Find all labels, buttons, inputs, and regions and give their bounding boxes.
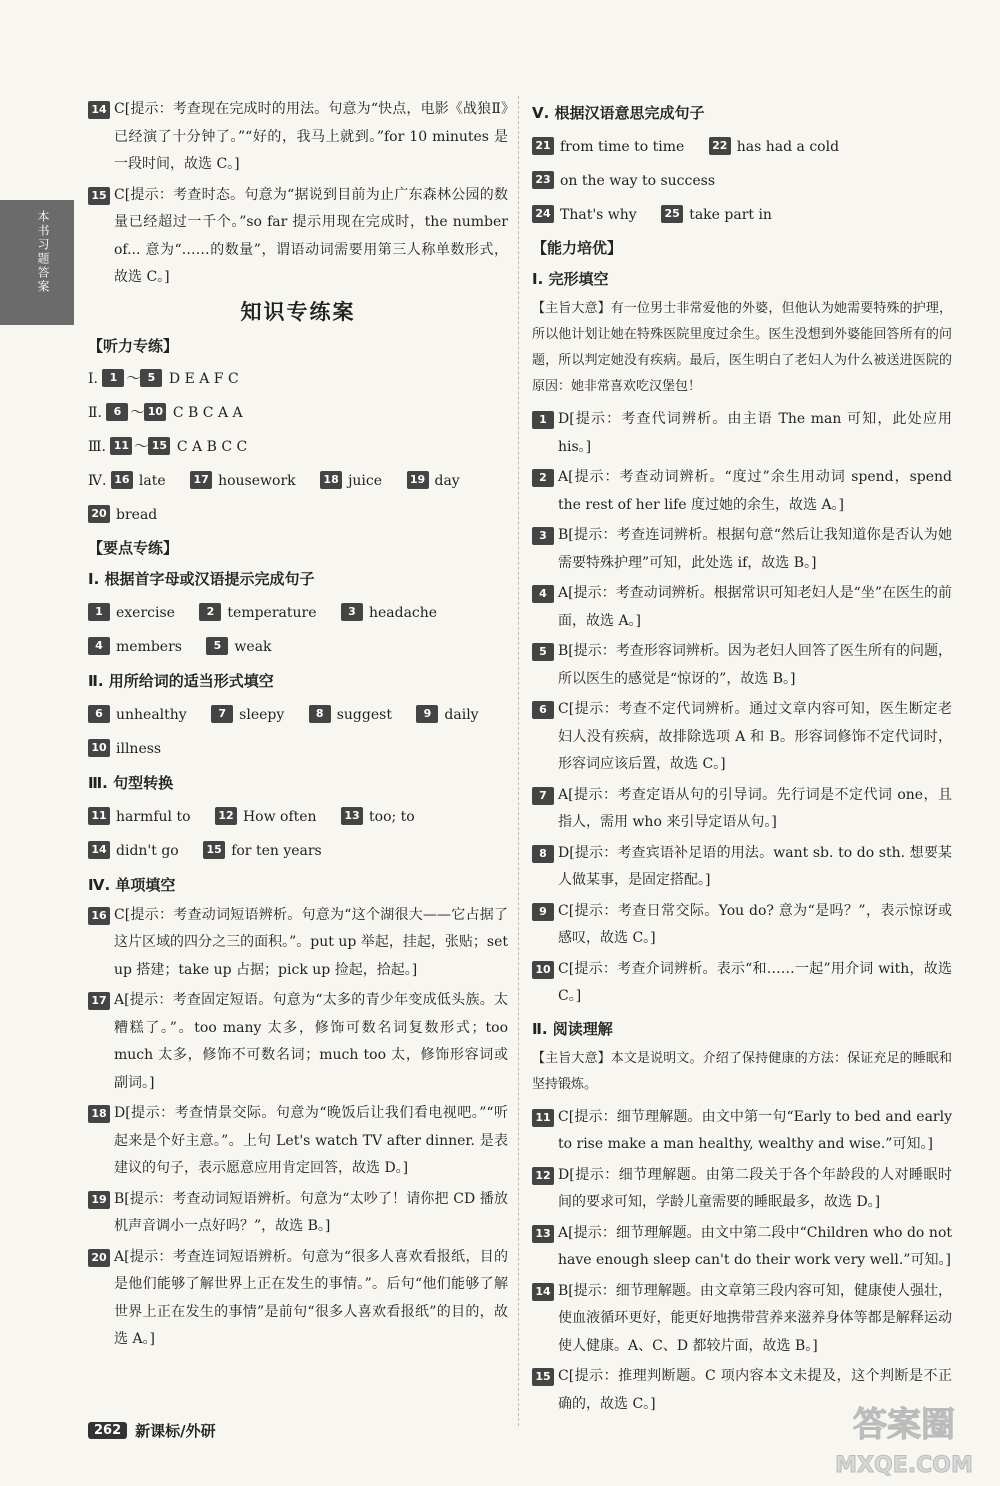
question-number: 14 — [88, 841, 110, 859]
question-number: 6 — [106, 403, 128, 421]
watermark-line1: 答案圈 — [853, 1405, 955, 1445]
footer-label: 新课标/外研 — [135, 1422, 216, 1440]
question-number: 19 — [88, 1191, 110, 1209]
roman-label: Ⅱ. — [88, 404, 102, 421]
answer-word: unhealthy — [116, 706, 187, 723]
question-number: 1 — [102, 369, 124, 387]
answer-row — [88, 630, 508, 664]
question-number: 11 — [532, 1109, 554, 1127]
question-number: 17 — [190, 471, 212, 489]
question-number: 7 — [532, 787, 554, 805]
answer-word: daily — [444, 706, 479, 723]
answer-text: A[提示：考查固定短语。句意为“太多的青少年变成低头族。太糟糕了。”。too many 太多，修饰可数名词复数形式；too much 太多，修饰不可数名词；much too 太，修饰形容词或副词。] — [114, 992, 508, 1091]
question-number: 1 — [88, 603, 110, 621]
question-number: 16 — [88, 907, 110, 925]
question-number: 2 — [532, 469, 554, 487]
question-number: 17 — [88, 992, 110, 1010]
answer-text: C[提示：考查现在完成时的用法。句意为“快点，电影《战狼Ⅱ》已经演了十分钟了。”“好的，我马上就到。”for 10 minutes 是一段时间，故选 C。] — [114, 101, 508, 172]
answer-text: B[提示：细节理解题。由文章第三段内容可知，健康使人强壮，使血液循环更好，能更好地携带营养来滋养身体等都是解释运动使人健康。A、C、D 都较片面，故选 B。] — [558, 1282, 952, 1354]
answer-word: sleepy — [239, 706, 285, 723]
answer-row — [88, 596, 508, 630]
question-number: 23 — [532, 171, 554, 189]
answer-entry — [88, 1100, 508, 1183]
answer-entry — [88, 182, 508, 292]
question-number: 15 — [203, 841, 225, 859]
listening-row — [88, 498, 508, 532]
answer-text: C[提示：推理判断题。C 项内容本文未提及，这个判断是不正确的，故选 C。] — [558, 1368, 952, 1412]
answer-word: has had a cold — [736, 139, 840, 155]
answer-word: harmful to — [116, 808, 191, 825]
question-number: 8 — [309, 705, 331, 723]
answer-row — [532, 164, 952, 198]
answer-word: from time to time — [560, 139, 685, 155]
answer-word: bread — [116, 506, 158, 523]
section-title: Ⅰ. 完形填空 — [532, 270, 609, 288]
keypoints-heading: 【要点专练】 — [88, 538, 179, 557]
answer-entry — [532, 898, 952, 953]
question-number: 25 — [661, 205, 683, 223]
question-number: 13 — [341, 807, 363, 825]
question-number: 16 — [111, 471, 133, 489]
left-column — [88, 96, 508, 1357]
answer-text: D[提示：考查情景交际。句意为“晚饭后让我们看电视吧。”“听起来是个好主意。”。上句 Let's watch TV after dinner. 是表建议的句子，表示愿意应用肯定回答，故选 D。] — [114, 1105, 508, 1176]
answer-text: A[提示：考查连词短语辨析。句意为“很多人喜欢看报纸，目的是他们能够了解世界上正在发生的事情。”。后句“他们能够了解世界上正在发生的事情”是前句“很多人喜欢看报纸”的目的，故选 A。] — [114, 1248, 508, 1347]
question-number: 11 — [110, 437, 132, 455]
answer-row — [88, 834, 508, 868]
question-number: 5 — [140, 369, 162, 387]
answer-entry — [532, 580, 952, 635]
answer-word: late — [138, 472, 166, 489]
answer-word: weak — [234, 638, 272, 655]
question-number: 15 — [148, 437, 170, 455]
watermark-line2: MXQE.COM — [835, 1453, 973, 1478]
question-number: 12 — [215, 807, 237, 825]
answer-word: illness — [116, 740, 162, 757]
answer-word: How often — [242, 808, 317, 825]
answer-text: C[提示：考查日常交际。You do? 意为“是吗？”，表示惊讶或感叹，故选 C。] — [558, 902, 952, 946]
answer-entry — [532, 464, 952, 519]
answer-text: C[提示：考查不定代词辨析。通过文章内容可知，医生断定老妇人没有疾病，故排除选项 A 和 B。形容词修饰不定代词时，形容词应该后置，故选 C。] — [558, 701, 952, 772]
answer-word: on the way to success — [560, 173, 716, 189]
answer-entry — [532, 522, 952, 577]
question-number: 2 — [199, 603, 221, 621]
question-number: 9 — [532, 903, 554, 921]
question-number: 9 — [416, 705, 438, 723]
answer-entry — [532, 1104, 952, 1159]
answer-word: exercise — [116, 604, 175, 621]
answer-entry — [532, 696, 952, 779]
answer-row — [88, 698, 508, 732]
question-number: 18 — [88, 1105, 110, 1123]
answer-entry — [532, 406, 952, 461]
section-title: Ⅲ. 句型转换 — [88, 773, 174, 792]
question-number: 10 — [532, 961, 554, 979]
section-title: Ⅰ. 根据首字母或汉语提示完成句子 — [88, 569, 315, 588]
listening-row: Ⅰ. 1 ～ 5 D E A F C — [88, 370, 239, 387]
answer-entry — [88, 96, 508, 179]
question-number: 12 — [532, 1167, 554, 1185]
main-heading: 知识专练案 — [240, 299, 356, 324]
ability-heading: 【能力培优】 — [532, 239, 623, 257]
answer-word: headache — [368, 604, 438, 621]
question-number: 15 — [88, 187, 110, 205]
main-idea: 【主旨大意】本文是说明文。介绍了保持健康的方法：保证充足的睡眠和坚持锻炼。 — [532, 1050, 952, 1092]
question-number: 14 — [88, 101, 110, 119]
answer-entry — [532, 638, 952, 693]
page-footer — [88, 1420, 216, 1441]
answer-row — [532, 130, 952, 164]
answer-letters: D E A F C — [168, 370, 239, 387]
answer-word: too; to — [369, 808, 415, 825]
listening-heading: 【听力专练】 — [88, 336, 179, 355]
answer-entry — [532, 1220, 952, 1275]
answer-word: juice — [348, 472, 383, 489]
listening-row: Ⅱ. 6 ～ 10 C B C A A — [88, 404, 243, 421]
site-watermark-logo — [812, 1396, 997, 1482]
answer-entry — [532, 956, 952, 1011]
question-number: 10 — [144, 403, 166, 421]
listening-row — [88, 464, 508, 498]
answer-entry — [88, 987, 508, 1097]
question-number: 7 — [211, 705, 233, 723]
question-number: 11 — [88, 807, 110, 825]
answer-row — [88, 732, 508, 766]
question-number: 19 — [407, 471, 429, 489]
answer-word: temperature — [227, 604, 317, 621]
answer-text: C[提示：考查动词短语辨析。句意为“这个湖很大——它占据了这片区域的四分之三的面积。”。put up 举起，挂起，张贴；set up 搭建；take up 占据；pick up 捡起，拾起。] — [114, 906, 508, 978]
roman-label: Ⅲ. — [88, 438, 106, 455]
answer-word: didn't go — [116, 842, 179, 859]
side-tab — [0, 200, 74, 325]
listening-row: Ⅲ. 11 ～ 15 C A B C C — [88, 438, 248, 455]
side-tab-label: 本书习题答案 — [36, 210, 50, 294]
question-number: 22 — [709, 137, 731, 155]
question-number: 8 — [532, 845, 554, 863]
question-number: 4 — [532, 585, 554, 603]
question-number: 3 — [341, 603, 363, 621]
question-number: 21 — [532, 137, 554, 155]
question-number: 20 — [88, 505, 110, 523]
answer-entry — [532, 1278, 952, 1361]
answer-text: D[提示：细节理解题。由第二段关于各个年龄段的人对睡眠时间的要求可知，学龄儿童需要的睡眠最多，故选 D。] — [558, 1166, 952, 1210]
answer-word: for ten years — [231, 842, 322, 859]
answer-text: B[提示：考查动词短语辨析。句意为“太吵了！请你把 CD 播放机声音调小一点好吗？”，故选 B。] — [114, 1190, 508, 1234]
answer-word: housework — [218, 472, 296, 489]
answer-row — [88, 800, 508, 834]
answer-text: C[提示：考查介词辨析。表示“和……一起”用介词 with，故选 C。] — [558, 960, 952, 1004]
section-title: Ⅳ. 单项填空 — [88, 875, 176, 894]
question-number: 20 — [88, 1249, 110, 1267]
answer-word: take part in — [689, 207, 772, 223]
answer-text: A[提示：考查动词辨析。“度过”余生用动词 spend，spend the rest of her life 度过她的余生，故选 A。] — [558, 469, 952, 513]
answer-text: B[提示：考查连词辨析。根据句意“然后让我知道你是否认为她需要特殊护理”可知，此处选 if，故选 B。] — [558, 527, 952, 571]
answer-entry — [88, 1244, 508, 1354]
top-entries — [88, 96, 508, 292]
main-idea: 【主旨大意】有一位男士非常爱他的外婆，但他认为她需要特殊的护理，所以他计划让她在特殊医院里度过余生。医生没想到外婆能回答所有的问题，所以判定她没有疾病。最后，医生明白了老妇人为什么被送进医院的原因：她非常喜欢吃汉堡包！ — [532, 301, 952, 394]
column-divider — [518, 96, 519, 1426]
answer-word: members — [116, 638, 182, 655]
answer-text: D[提示：考查代词辨析。由主语 The man 可知，此处应用 his。] — [558, 411, 952, 455]
right-column — [532, 96, 952, 1421]
answer-entry — [532, 782, 952, 837]
question-number: 6 — [532, 701, 554, 719]
answer-text: A[提示：考查定语从句的引导词。先行词是不定代词 one，且指人，需用 who 来引导定语从句。] — [558, 786, 952, 830]
question-number: 13 — [532, 1225, 554, 1243]
answer-entry — [88, 1186, 508, 1241]
question-number: 10 — [88, 739, 110, 757]
roman-label: Ⅰ. — [88, 370, 98, 387]
question-number: 1 — [532, 411, 554, 429]
answer-letters: C A B C C — [176, 438, 248, 455]
answer-text: B[提示：考查形容词辨析。因为老妇人回答了医生所有的问题，所以医生的感觉是“惊讶的”，故选 B。] — [558, 643, 952, 687]
answer-entry — [532, 1162, 952, 1217]
question-number: 6 — [88, 705, 110, 723]
question-number: 18 — [320, 471, 342, 489]
question-number: 14 — [532, 1283, 554, 1301]
section-title: Ⅱ. 用所给词的适当形式填空 — [88, 671, 274, 690]
answer-text: A[提示：细节理解题。由文中第二段中“Children who do not have enough sleep can't do their work very well.”可知。] — [558, 1224, 952, 1268]
answer-text: C[提示：考查时态。句意为“据说到目前为止广东森林公园的数量已经超过一千个。”so far 提示用现在完成时，the number of... 意为“……的数量”，谓语动词需要用第三人称单数形式，故选 C。] — [114, 186, 508, 285]
page-number: 262 — [88, 1422, 127, 1439]
answer-letters: C B C A A — [172, 404, 243, 421]
roman-label: Ⅳ. — [88, 472, 107, 489]
question-number: 5 — [206, 637, 228, 655]
answer-word: That's why — [560, 207, 637, 223]
answer-word: suggest — [336, 706, 392, 723]
question-number: 5 — [532, 643, 554, 661]
question-number: 4 — [88, 637, 110, 655]
answer-text: A[提示：考查动词辨析。根据常识可知老妇人是“坐”在医生的前面，故选 A。] — [558, 585, 952, 629]
answer-row — [532, 198, 952, 232]
section-title: Ⅴ. 根据汉语意思完成句子 — [532, 104, 705, 122]
answer-word: day — [434, 472, 460, 489]
answer-text: C[提示：细节理解题。由文中第一句“Early to bed and early to rise make a man healthy, wealthy and wise.”可知。] — [558, 1108, 952, 1152]
question-number: 24 — [532, 205, 554, 223]
question-number: 15 — [532, 1368, 554, 1386]
question-number: 3 — [532, 527, 554, 545]
answer-entry — [532, 840, 952, 895]
answer-entry — [88, 902, 508, 985]
answer-text: D[提示：考查宾语补足语的用法。want sb. to do sth. 想要某人做某事，是固定搭配。] — [558, 844, 952, 888]
section-title: Ⅱ. 阅读理解 — [532, 1019, 613, 1038]
